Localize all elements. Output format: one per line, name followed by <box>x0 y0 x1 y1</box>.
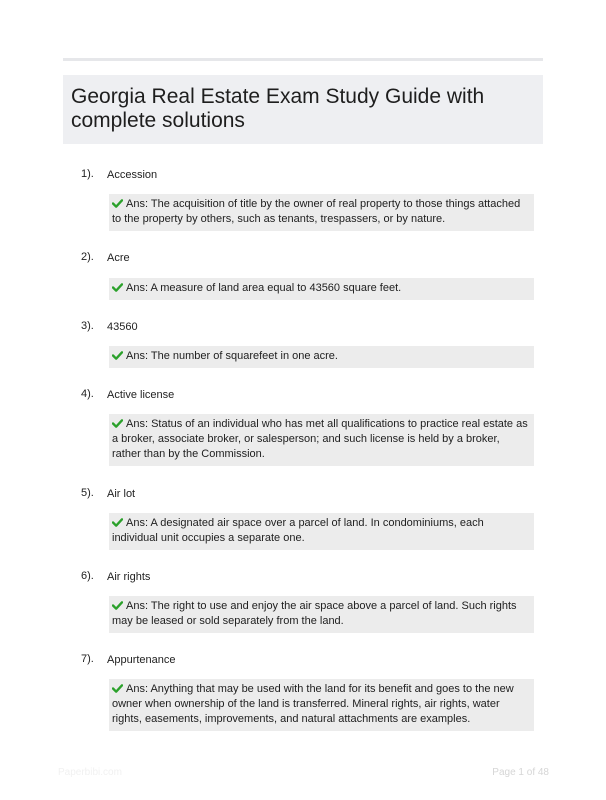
answer-text: Ans: A measure of land area equal to 43560 square feet. <box>126 282 402 294</box>
page-title: Georgia Real Estate Exam Study Guide with complete solutions <box>71 85 485 132</box>
answer-text: Ans: A designated air space over a parcel of land. In condominiums, each individual unit occupies a separate one. <box>112 517 484 544</box>
check-icon <box>112 351 123 360</box>
answer-box <box>109 278 534 300</box>
question-term: Active license <box>107 389 175 401</box>
answer-box <box>109 679 534 731</box>
top-divider <box>63 58 543 61</box>
question-term: Air lot <box>107 488 136 500</box>
question-term: Acre <box>107 252 130 264</box>
question-number: 6). <box>81 570 94 582</box>
answer-box <box>109 194 534 231</box>
question-term: 43560 <box>107 321 138 333</box>
question-term: Accession <box>107 169 158 181</box>
answer-text: Ans: The number of squarefeet in one acre. <box>126 350 338 362</box>
answer-text: Ans: Anything that may be used with the land for its benefit and goes to the new owner when ownership of the land is transferred. Mineral rights, air rights, water rights, easements, improvements, and natural attachments are examples. <box>112 683 514 725</box>
answer-box <box>109 596 534 633</box>
question-term: Appurtenance <box>107 654 176 666</box>
question-number: 2). <box>81 251 94 263</box>
check-icon <box>112 601 123 610</box>
answer-text: Ans: Status of an individual who has met all qualifications to practice real estate as a broker, associate broker, or salesperson; and such license is held by a broker, rather than by the Commission. <box>112 418 528 460</box>
check-icon <box>112 684 123 693</box>
answer-text: Ans: The right to use and enjoy the air space above a parcel of land. Such rights may be leased or sold separately from the land. <box>112 600 517 627</box>
check-icon <box>112 419 123 428</box>
answer-box <box>109 346 534 368</box>
question-term: Air rights <box>107 571 151 583</box>
title-banner <box>63 75 543 144</box>
answer-box <box>109 414 534 466</box>
footer-watermark: Paperbibi.com <box>58 767 122 778</box>
answer-box <box>109 513 534 550</box>
question-number: 3). <box>81 320 94 332</box>
page-number: Page 1 of 48 <box>492 767 549 778</box>
check-icon <box>112 283 123 292</box>
answer-text: Ans: The acquisition of title by the owner of real property to those things attached to the property by others, such as tenants, trespassers, or by nature. <box>112 198 521 225</box>
check-icon <box>112 518 123 527</box>
question-number: 4). <box>81 388 94 400</box>
question-number: 1). <box>81 168 94 180</box>
check-icon <box>112 199 123 208</box>
question-number: 7). <box>81 653 94 665</box>
question-number: 5). <box>81 487 94 499</box>
